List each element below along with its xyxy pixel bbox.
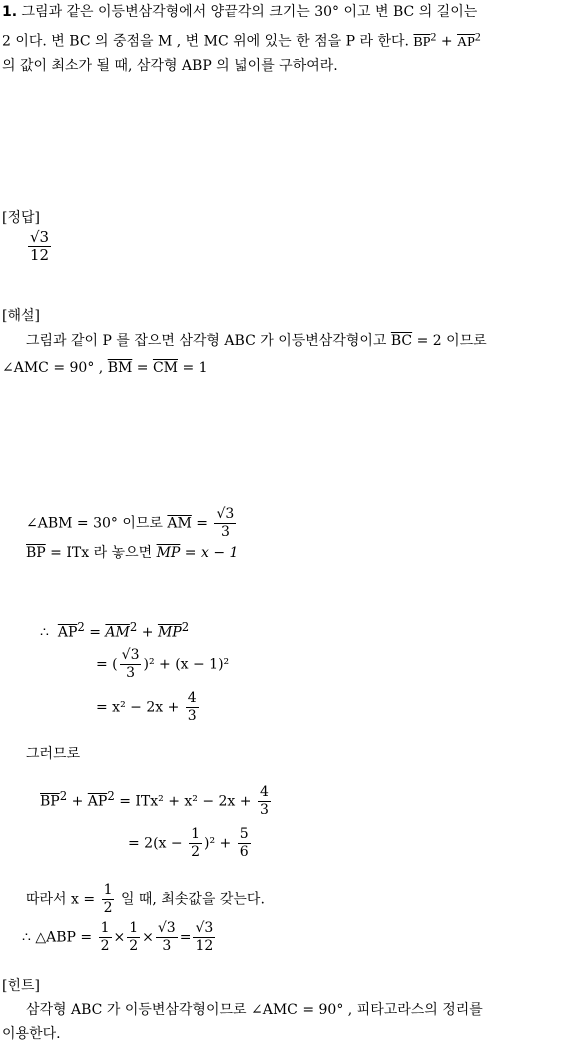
problem-number: 1. <box>2 4 18 20</box>
solution-heading: [해설] <box>2 308 40 324</box>
hint-line-2: 이용한다. <box>2 1026 61 1042</box>
segment-bp: $\overline{BP}$ <box>26 545 46 561</box>
problem-line-2: 2 이다. 변 BC 의 중점을 M , 변 MC 위에 있는 한 점을 P 라 한다. $\overline{BP}^2 + \overline{AP}^2$ <box>2 30 481 50</box>
segment-am: $\overline{AM}$ <box>167 515 192 532</box>
equation-1: ∴ $\overline{AP}^2 = \overline{AM}^2 + \overline{MP}^2$ <box>40 620 190 641</box>
segment-mp: $\overline{MP}$ <box>156 545 181 561</box>
segment-bc: $\overline{BC}$ <box>390 333 413 349</box>
segment-bp: $\overline{BP}$ <box>413 34 431 50</box>
segment-ap: $\overline{AP}$ <box>457 34 475 50</box>
conclusion-line-1: 따라서 x = $\frac{1}{2}$ 일 때, 최솟값을 갖는다. <box>26 882 265 916</box>
problem-line-1: 1. 그림과 같은 이등변삼각형에서 양끝각의 크기는 30° 이고 변 BC 의 길이는 <box>2 4 478 20</box>
segment-cm: $\overline{CM}$ <box>152 360 178 376</box>
solution-line-2: ∠AMC = 90° , $\overline{BM} = \overline{CM} = 1$ <box>2 360 208 376</box>
problem-line-3: 의 값이 최소가 될 때, 삼각형 ABP 의 넓이를 구하여라. <box>2 57 338 74</box>
therefore-word: 그러므로 <box>26 746 81 762</box>
problem-statement <box>2 2 572 77</box>
answer-fraction: $\frac{√3}{12}$ <box>30 228 50 264</box>
solution-line-1: 그림과 같이 P 를 잡으면 삼각형 ABC 가 이등변삼각형이고 $\overline{BC} = 2$ 이므로 <box>26 333 487 349</box>
answer-heading: [정답] <box>2 210 40 226</box>
solution-line-4: $\overline{BP}$ = ITx 라 놓으면 $\overline{MP} = x - 1$ <box>26 545 239 561</box>
solution-line-3: ∠ABM = 30° 이므로 $\overline{AM}$ = $\frac{√3}{3}$ <box>26 506 235 540</box>
equation-2: = ( $\frac{√3}{3}$ )² + (x − 1)² <box>96 647 230 681</box>
segment-bm: $\overline{BM}$ <box>107 360 133 376</box>
equation-3: = x² − 2x + $\frac{4}{3}$ <box>96 690 197 724</box>
equation-5: = 2(x − $\frac{1}{2}$ )² + $\frac{5}{6}$ <box>128 826 249 860</box>
hint-line-1: 삼각형 ABC 가 이등변삼각형이므로 ∠AMC = 90° , 피타고라스의 정리를 <box>26 1002 483 1018</box>
hint-heading: [힌트] <box>2 978 40 994</box>
equation-4: $\overline{BP}^2 + \overline{AP}^2 = ITx^2 + x^2 - 2x$ + $\frac{4}{3}$ <box>40 784 269 818</box>
conclusion-line-2: ∴ △ABP = $\frac{1}{2}$ × $\frac{1}{2}$ × $\frac{√3}{3}$ = $\frac{√3}{12}$ <box>22 920 214 954</box>
